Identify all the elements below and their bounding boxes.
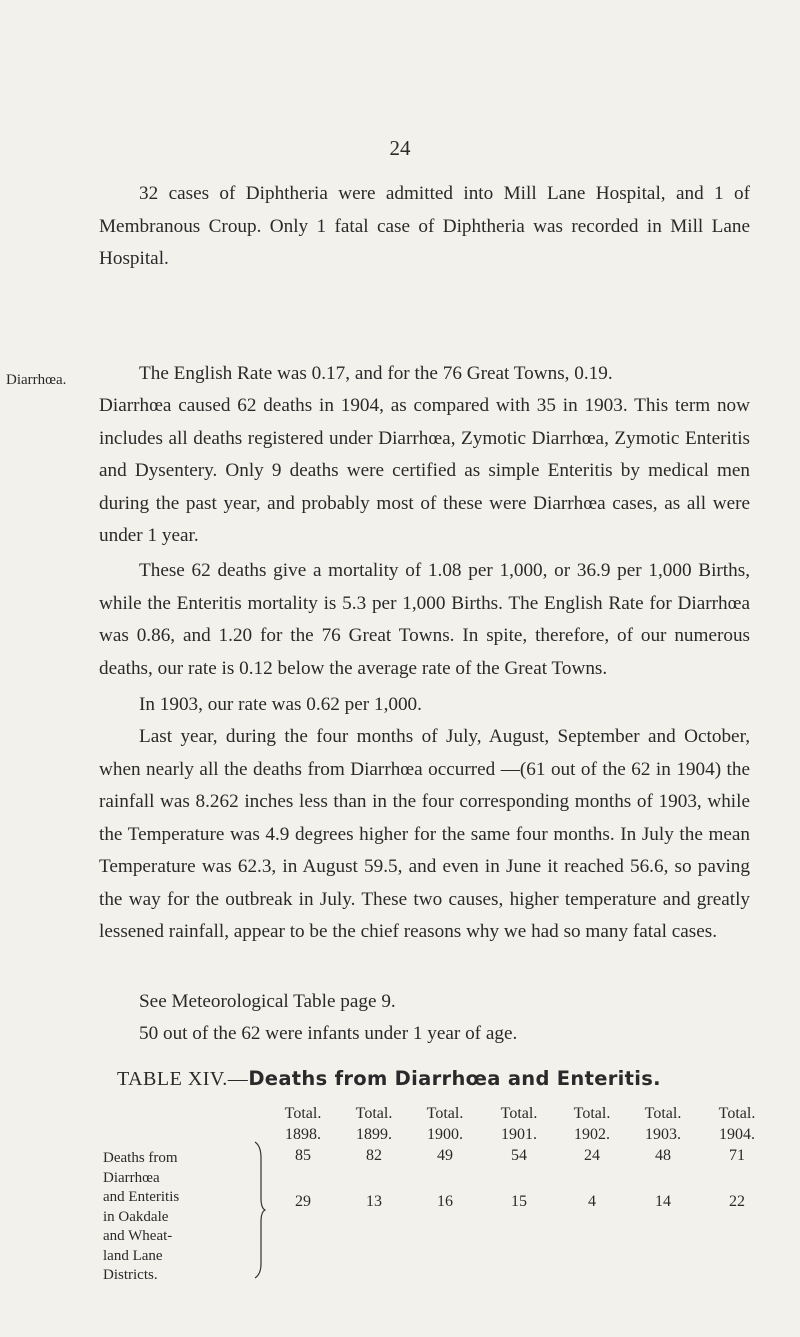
column-year: 1898. [285, 1126, 321, 1143]
row-label-line: Deaths from [103, 1150, 178, 1166]
table-title-prefix: TABLE XIV.— [117, 1068, 249, 1090]
column-total: 71 [729, 1147, 745, 1164]
paragraph-mortality: These 62 deaths give a mortality of 1.08 per 1,000, or 36.9 per 1,000 Births, while the Enteritis mortality is 5.3 per 1,000 Births. The English Rate for Diarrhœa was 0.86, and 1.20 for the 76 Great Towns. In spite, therefore, of our numerous deaths, our rate is 0.12 below the average rate of the Great Towns. [99, 560, 750, 679]
column-total: 24 [584, 1147, 600, 1164]
column-year: 1901. [501, 1126, 537, 1143]
row-label-line: in Oakdale [103, 1208, 169, 1225]
column-header-1899 [339, 1103, 409, 1166]
oakdale-value-1900: 16 [437, 1193, 453, 1210]
column-label: Total. [355, 1105, 393, 1122]
row-label-oakdale [103, 1149, 273, 1286]
page-number: 24 [389, 136, 411, 160]
column-year: 1899. [356, 1126, 392, 1143]
column-label: Total. [718, 1105, 756, 1122]
column-label: Total. [573, 1105, 611, 1122]
column-header-1904 [702, 1103, 772, 1166]
column-total: 48 [655, 1147, 671, 1164]
column-total: 49 [437, 1147, 453, 1164]
row-label-line: and Enteritis [103, 1189, 180, 1205]
column-total: 85 [295, 1147, 311, 1164]
column-header-1898 [268, 1103, 338, 1166]
row-label-line: Districts. [103, 1267, 158, 1283]
paragraph-infants: 50 out of the 62 were infants under 1 year of age. [139, 1023, 518, 1044]
oakdale-value-1904: 22 [729, 1193, 745, 1210]
column-label: Total. [500, 1105, 538, 1122]
row-label-line: and Wheat- [103, 1228, 173, 1244]
column-header-1902 [557, 1103, 627, 1166]
column-header-1903 [628, 1103, 698, 1166]
column-year: 1904. [719, 1126, 755, 1143]
oakdale-value-1902: 4 [588, 1193, 596, 1210]
column-year: 1902. [574, 1126, 610, 1143]
column-label: Total. [644, 1105, 682, 1122]
right-brace [254, 1140, 266, 1280]
paragraph-weather: Last year, during the four months of July, August, September and October, when nearly all the deaths from Diarrhœa occurred —(61 out of the 62 in 1904) the rainfall was 8.262 inches less than in the four corresponding months of 1903, while the Temperature was 4.9 degrees higher for the same four months. In July the mean Temperature was 62.3, in August 59.5, and even in June it reached 56.6, so paving the way for the outbreak in July. These two causes, higher temperature and greatly lessened rainfall, appear to be the chief reasons why we had so many fatal cases. [99, 726, 750, 942]
row-label-line: land Lane [103, 1247, 163, 1264]
table-title [117, 1067, 661, 1091]
column-year: 1900. [427, 1126, 463, 1143]
paragraph-english-rate: The English Rate was 0.17, and for the 76 Great Towns, 0.19. [139, 363, 613, 384]
paragraph-see-table: See Meteorological Table page 9. [139, 991, 396, 1012]
oakdale-value-1899: 13 [366, 1193, 382, 1210]
oakdale-value-1898: 29 [295, 1193, 311, 1210]
row-label-line: Diarrhœa [103, 1169, 160, 1186]
margin-note-diarrhoea: Diarrhœa. [6, 372, 67, 388]
column-year: 1903. [645, 1126, 681, 1143]
paragraph-diarrhoea-deaths: Diarrhœa caused 62 deaths in 1904, as compared with 35 in 1903. This term now includes all deaths registered under Diarrhœa, Zymotic Diarrhœa, Zymotic Enteritis and Dysentery. Only 9 deaths were certified as simple Enteritis by medical men during the past year, and probably most of these were Diarrhœa cases, as all were under 1 year. [99, 395, 750, 546]
column-header-1900 [410, 1103, 480, 1166]
oakdale-value-1901: 15 [511, 1193, 527, 1210]
paragraph-diphtheria: 32 cases of Diphtheria were admitted into Mill Lane Hospital, and 1 of Membranous Croup. Only 1 fatal case of Diphtheria was recorded in Mill Lane Hospital. [99, 183, 750, 269]
table-title-main: Deaths from Diarrhœa and Enteritis. [248, 1067, 661, 1090]
column-label: Total. [284, 1105, 322, 1122]
paragraph-1903-rate: In 1903, our rate was 0.62 per 1,000. [139, 694, 422, 715]
column-total: 82 [366, 1147, 382, 1164]
column-total: 54 [511, 1147, 527, 1164]
column-label: Total. [426, 1105, 464, 1122]
oakdale-value-1903: 14 [655, 1193, 671, 1210]
column-header-1901 [484, 1103, 554, 1166]
